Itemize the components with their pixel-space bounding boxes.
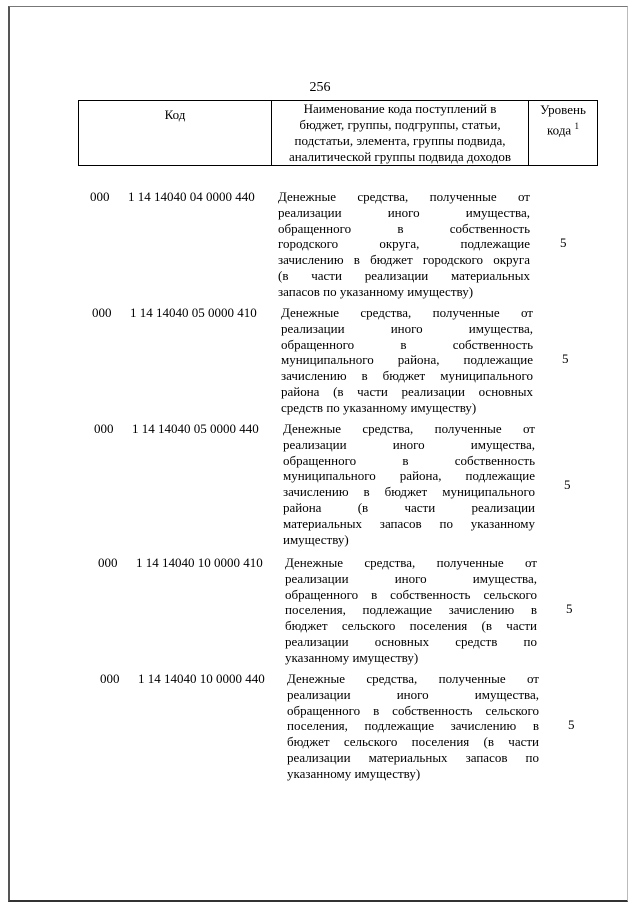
- header-level-line: Уровень: [540, 102, 586, 117]
- description-line: Денежные средства, полученные от: [283, 421, 535, 436]
- income-code: 1 14 14040 05 0000 410: [130, 305, 257, 320]
- description-line: Денежные средства, полученные от: [281, 305, 533, 320]
- description-line: зачислению в бюджет муниципального: [281, 368, 533, 384]
- description-line: реализации иного имущества,: [278, 204, 530, 220]
- description-line: зачислению в бюджет муниципального: [283, 484, 535, 500]
- code-level: 5: [560, 235, 567, 250]
- description-line: городского округа, подлежащие: [278, 236, 530, 252]
- description-line: муниципального района, подлежащие: [281, 352, 533, 368]
- description-line: реализации иного имущества,: [287, 686, 539, 702]
- income-description: [283, 421, 535, 547]
- description-line: средств по указанному имуществу): [281, 399, 477, 415]
- description-line: указанному имуществу): [285, 649, 419, 665]
- header-level-kod: кода: [547, 122, 572, 138]
- description-line: реализации материальных запасов по: [287, 749, 539, 765]
- description-line: поселения, подлежащие зачислению в: [287, 718, 539, 734]
- admin-code: 000: [90, 189, 110, 204]
- admin-code: 000: [94, 421, 114, 436]
- header-name-line: Наименование кода поступлений в: [303, 101, 497, 116]
- description-line: поселения, подлежащие зачислению в: [285, 602, 537, 618]
- description-line: зачислению в бюджет городского округа: [278, 252, 530, 268]
- income-code: 1 14 14040 04 0000 440: [128, 189, 255, 204]
- description-line: бюджет сельского поселения (в части: [285, 618, 537, 634]
- income-description: [285, 555, 537, 666]
- footnote-marker: 1: [574, 121, 579, 131]
- description-line: реализации иного имущества,: [281, 320, 533, 336]
- description-line: обращенного в собственность: [281, 336, 533, 352]
- admin-code: 000: [98, 555, 118, 570]
- income-code: 1 14 14040 05 0000 440: [132, 421, 259, 436]
- description-line: района (в части реализации основных: [281, 383, 533, 399]
- description-line: реализации основных средств по: [285, 633, 537, 649]
- page-number: 256: [309, 80, 331, 95]
- description-line: обращенного в собственность сельского: [285, 586, 537, 602]
- income-code: 1 14 14040 10 0000 440: [138, 671, 265, 686]
- description-line: указанному имуществу): [287, 765, 421, 781]
- header-name-line: аналитической группы подвида доходов: [288, 149, 512, 164]
- admin-code: 000: [100, 671, 120, 686]
- description-line: Денежные средства, полученные от: [285, 555, 537, 570]
- income-code: 1 14 14040 10 0000 410: [136, 555, 263, 570]
- description-line: Денежные средства, полученные от: [287, 671, 539, 686]
- description-line: обращенного в собственность сельского: [287, 702, 539, 718]
- description-line: материальных запасов по указанному: [283, 515, 535, 531]
- header-name: [272, 101, 529, 165]
- income-description: [287, 671, 539, 782]
- code-level: 5: [568, 717, 575, 732]
- header-name-line: подстатьи, элемента, группы подвида,: [294, 133, 506, 148]
- description-line: обращенного в собственность: [278, 220, 530, 236]
- header-level: [529, 101, 597, 165]
- header-level-line: [529, 118, 597, 138]
- description-line: имуществу): [283, 531, 349, 547]
- header-name-line: бюджет, группы, подгруппы, статьи,: [299, 117, 501, 132]
- description-line: муниципального района, подлежащие: [283, 468, 535, 484]
- table-header: [78, 100, 598, 166]
- income-description: [281, 305, 533, 416]
- code-level: 5: [566, 601, 573, 616]
- description-line: запасов по указанному имуществу): [278, 283, 474, 299]
- description-line: района (в части реализации: [283, 499, 535, 515]
- description-line: обращенного в собственность: [283, 452, 535, 468]
- description-line: (в части реализации материальных: [278, 267, 530, 283]
- code-level: 5: [564, 477, 571, 492]
- description-line: реализации иного имущества,: [283, 436, 535, 452]
- admin-code: 000: [92, 305, 112, 320]
- description-line: Денежные средства, полученные от: [278, 189, 530, 204]
- income-description: [278, 189, 530, 300]
- description-line: бюджет сельского поселения (в части: [287, 734, 539, 750]
- header-code: Код: [79, 101, 272, 165]
- description-line: реализации иного имущества,: [285, 570, 537, 586]
- code-level: 5: [562, 351, 569, 366]
